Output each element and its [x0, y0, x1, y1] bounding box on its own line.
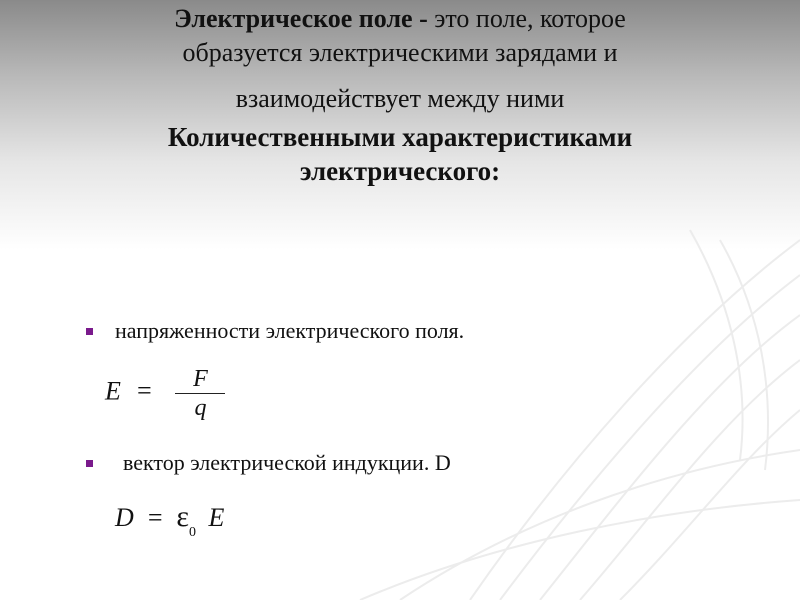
header-line-1	[60, 2, 740, 36]
list-item	[86, 450, 451, 476]
header-line-2: образуется электрическими зарядами и	[182, 38, 618, 67]
list-item	[86, 318, 464, 344]
list-item-text: напряженности электрического поля.	[115, 318, 465, 343]
formula-rhs: E	[208, 503, 225, 532]
formula-induction	[115, 500, 224, 541]
formula-field-strength	[105, 367, 225, 420]
formula-numerator: F	[193, 366, 208, 392]
definition-start: это поле, которое	[427, 4, 626, 33]
formula-epsilon: ε	[176, 500, 189, 533]
header-line-3: взаимодействует между ними	[235, 84, 565, 113]
formula-equals: =	[146, 503, 164, 532]
term-bold: Электрическое поле -	[174, 4, 428, 33]
list-item-text: вектор электрической индукции. D	[123, 450, 451, 475]
slide-header	[60, 0, 740, 188]
formula-equals: =	[135, 376, 153, 406]
formula-lhs: D	[115, 503, 134, 532]
header-line-4: Количественными характеристиками	[167, 122, 633, 152]
formula-denominator: q	[194, 395, 207, 421]
bullet-square-icon	[86, 460, 93, 467]
formula-lhs: E	[105, 376, 121, 406]
formula-subscript: 0	[188, 525, 196, 540]
fraction-bar	[175, 393, 225, 394]
header-line-5: электрического:	[299, 156, 501, 186]
bullet-square-icon	[86, 328, 93, 335]
formula-fraction	[175, 367, 225, 420]
